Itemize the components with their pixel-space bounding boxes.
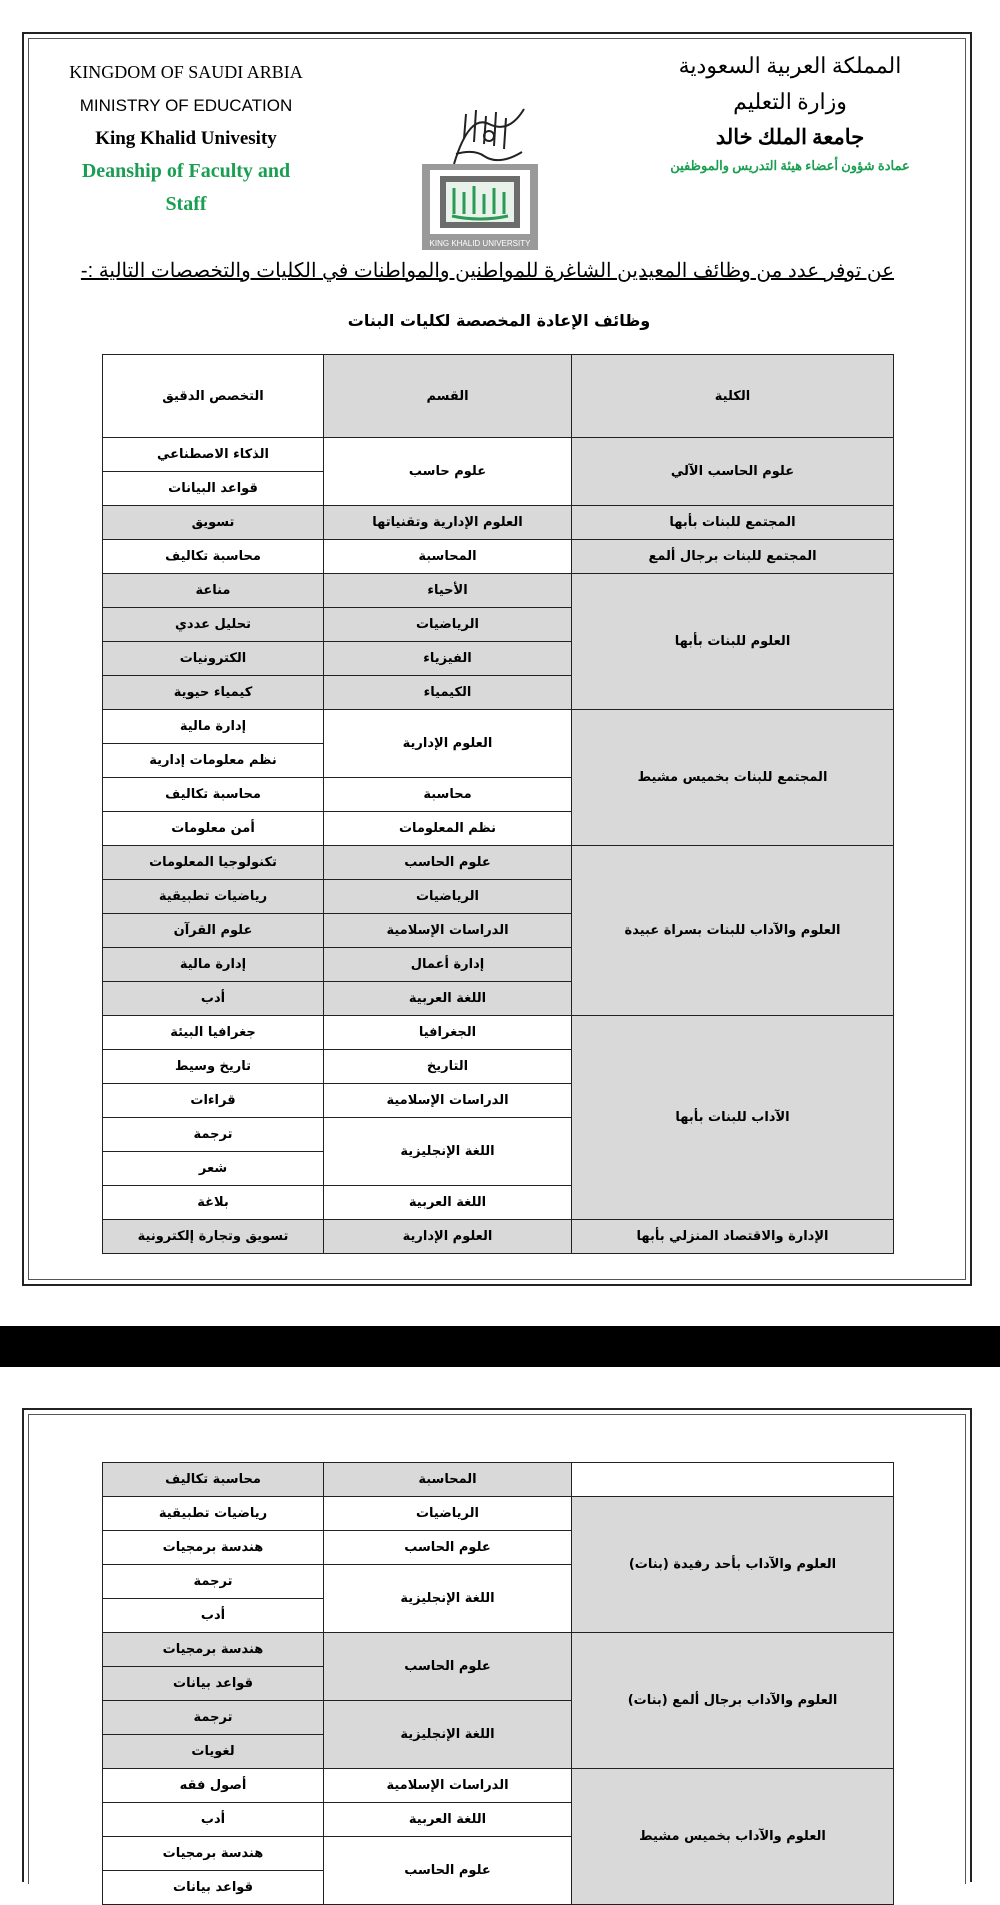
header-en-university: King Khalid Univesity [95,128,277,149]
department-cell: علوم الحاسب [324,1531,572,1565]
specialization-cell: أمن معلومات [103,812,324,846]
table-header-row [103,355,894,438]
specialization-cell: مناعة [103,574,324,608]
table-row [103,574,894,608]
header-department: القسم [324,355,572,438]
college-cell: المجتمع للبنات بخميس مشيط [572,710,894,846]
specialization-cell: قواعد البيانات [103,472,324,506]
page-separator [0,1326,1000,1367]
specialization-cell: تكنولوجيا المعلومات [103,846,324,880]
department-cell: علوم الحاسب [324,1837,572,1905]
department-cell: اللغة العربية [324,1803,572,1837]
department-cell: اللغة الإنجليزية [324,1701,572,1769]
department-cell: اللغة الإنجليزية [324,1118,572,1186]
department-cell: العلوم الإدارية وتقنياتها [324,506,572,540]
university-logo [422,164,538,250]
specialization-cell: رياضيات تطبيقية [103,1497,324,1531]
announcement-text: عن توفر عدد من وظائف المعيدين الشاغرة للمواطنين والمواطنات في الكليات والتخصصات التالية :- [80,260,894,282]
department-cell: العلوم الإدارية [324,710,572,778]
department-cell: الرياضيات [324,1497,572,1531]
department-cell: المحاسبة [324,540,572,574]
specialization-cell: تسويق وتجارة إلكترونية [103,1220,324,1254]
department-cell: اللغة العربية [324,982,572,1016]
college-cell: المجتمع للبنات برجال ألمع [572,540,894,574]
department-cell: إدارة أعمال [324,948,572,982]
specialization-cell: ترجمة [103,1118,324,1152]
college-cell [572,1463,894,1497]
department-cell: الفيزياء [324,642,572,676]
table-row [103,540,894,574]
department-cell: الأحياء [324,574,572,608]
department-cell: الدراسات الإسلامية [324,914,572,948]
table-row [103,438,894,472]
document-page-1 [22,32,972,1286]
table-row [103,1769,894,1803]
college-cell: العلوم والآداب بأحد رفيدة (بنات) [572,1497,894,1633]
header-ar-ministry: وزارة التعليم [733,89,847,114]
department-cell: الدراسات الإسلامية [324,1084,572,1118]
specialization-cell: ترجمة [103,1701,324,1735]
table-row [103,1633,894,1667]
specialization-cell: الذكاء الاصطناعي [103,438,324,472]
department-cell: نظم المعلومات [324,812,572,846]
specialization-cell: محاسبة تكاليف [103,540,324,574]
specialization-cell: نظم معلومات إدارية [103,744,324,778]
college-cell: الآداب للبنات بأبها [572,1016,894,1220]
header-ar-university: جامعة الملك خالد [715,125,865,149]
specialization-cell: أدب [103,1599,324,1633]
specialization-cell: قراءات [103,1084,324,1118]
specialization-cell: تاريخ وسيط [103,1050,324,1084]
specialization-cell: هندسة برمجيات [103,1531,324,1565]
header-specialization: التخصص الدقيق [103,355,324,438]
department-cell: الدراسات الإسلامية [324,1769,572,1803]
department-cell: اللغة الإنجليزية [324,1565,572,1633]
header-english [66,56,306,221]
specialization-cell: رياضيات تطبيقية [103,880,324,914]
specialization-cell: علوم القرآن [103,914,324,948]
department-cell: علوم الحاسب [324,846,572,880]
college-cell: المجتمع للبنات بأبها [572,506,894,540]
specialization-cell: ترجمة [103,1565,324,1599]
department-cell: الرياضيات [324,880,572,914]
department-cell: محاسبة [324,778,572,812]
jobs-table-page1 [102,354,894,1254]
header-ar-deanship: عمادة شؤون أعضاء هيئة التدريس والموظفين [670,158,910,173]
specialization-cell: قواعد بيانات [103,1871,324,1905]
specialization-cell: شعر [103,1152,324,1186]
department-cell: الكيمياء [324,676,572,710]
specialization-cell: إدارة مالية [103,948,324,982]
department-cell: الجغرافيا [324,1016,572,1050]
table-row [103,1497,894,1531]
department-cell: علوم حاسب [324,438,572,506]
specialization-cell: الكترونيات [103,642,324,676]
specialization-cell: محاسبة تكاليف [103,1463,324,1497]
department-cell: الرياضيات [324,608,572,642]
specialization-cell: أصول فقه [103,1769,324,1803]
table-row [103,1220,894,1254]
specialization-cell: كيمياء حيوية [103,676,324,710]
specialization-cell: أدب [103,982,324,1016]
specialization-cell: أدب [103,1803,324,1837]
table-row [103,1463,894,1497]
specialization-cell: بلاغة [103,1186,324,1220]
table-row [103,506,894,540]
department-cell: العلوم الإدارية [324,1220,572,1254]
specialization-cell: محاسبة تكاليف [103,778,324,812]
document-page-2 [22,1408,972,1895]
specialization-cell: قواعد بيانات [103,1667,324,1701]
table-title: وظائف الإعادة المخصصة لكليات البنات [347,311,651,330]
department-cell: اللغة العربية [324,1186,572,1220]
department-cell: المحاسبة [324,1463,572,1497]
department-cell: علوم الحاسب [324,1633,572,1701]
department-cell: التاريخ [324,1050,572,1084]
table-row [103,846,894,880]
college-cell: الإدارة والاقتصاد المنزلي بأبها [572,1220,894,1254]
college-cell: علوم الحاسب الآلي [572,438,894,506]
header-en-ministry: MINISTRY OF EDUCATION [79,96,293,115]
specialization-cell: جغرافيا البيئة [103,1016,324,1050]
college-cell: العلوم والآداب برجال ألمع (بنات) [572,1633,894,1769]
specialization-cell: إدارة مالية [103,710,324,744]
logo-caption: KING KHALID UNIVERSITY [429,239,531,248]
specialization-cell: تحليل عددي [103,608,324,642]
header-college: الكلية [572,355,894,438]
header-en-kingdom: KINGDOM OF SAUDI ARBIA [69,62,303,82]
jobs-table-page2 [102,1462,894,1905]
header-arabic [670,48,910,178]
specialization-cell: لغويات [103,1735,324,1769]
table-row [103,710,894,744]
college-cell: العلوم للبنات بأبها [572,574,894,710]
table-row [103,1016,894,1050]
header-ar-kingdom: المملكة العربية السعودية [678,53,902,78]
specialization-cell: هندسة برمجيات [103,1633,324,1667]
college-cell: العلوم والآداب للبنات بسراة عبيدة [572,846,894,1016]
specialization-cell: هندسة برمجيات [103,1837,324,1871]
header-en-deanship: Deanship of Faculty and Staff [81,160,291,215]
college-cell: العلوم والآداب بخميس مشيط [572,1769,894,1905]
specialization-cell: تسويق [103,506,324,540]
